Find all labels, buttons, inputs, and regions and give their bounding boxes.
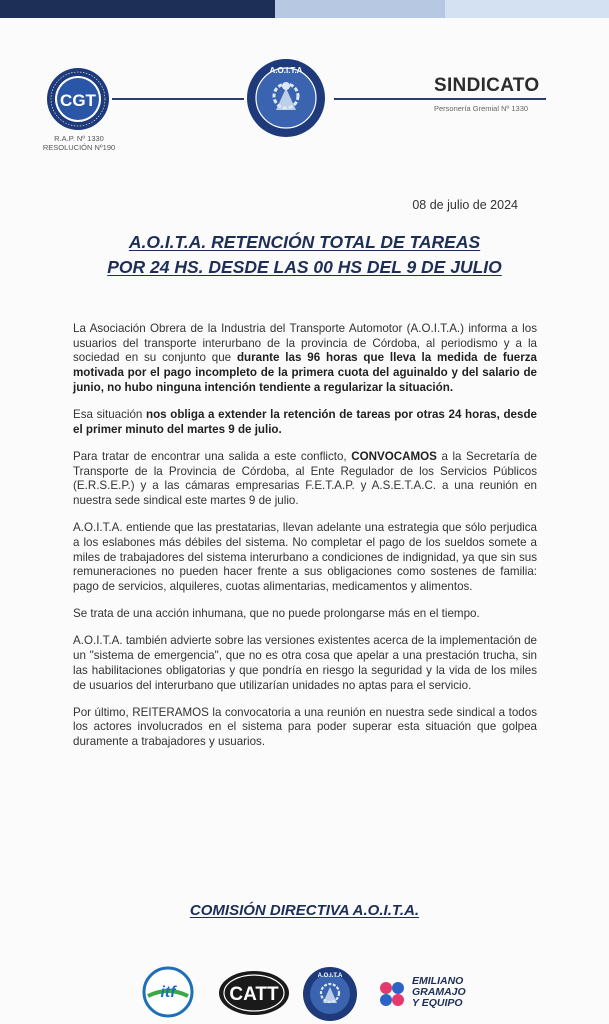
eg-line-1: EMILIANO — [412, 975, 464, 987]
top-color-bar — [0, 0, 609, 18]
cgt-logo-icon — [46, 67, 110, 131]
p2-bold: nos obliga a extender la retención de tareas por otras 24 horas, desde el primer minuto del martes 9 de julio. — [73, 408, 537, 436]
paragraph-1 — [73, 322, 537, 396]
paragraph-5: Se trata de una acción inhumana, que no puede prolongarse más en el tiempo. — [73, 607, 480, 621]
paragraph-7: Por último, REITERAMOS la convocatoria a una reunión en nuestra sede sindical a todos los actores involucrados en el sistema para poder superar esta situación que golpea duramente a trabajadores y usuarios. — [73, 705, 537, 749]
document-date: 08 de julio de 2024 — [412, 198, 518, 212]
svg-text:itf: itf — [160, 984, 176, 1001]
title-line-1: A.O.I.T.A. RETENCIÓN TOTAL DE TAREAS — [128, 232, 481, 252]
sindicato-heading: SINDICATO — [434, 75, 540, 96]
resolucion-number: RESOLUCIÓN Nº190 — [42, 143, 116, 152]
aoita-footer-logo-icon — [302, 966, 358, 1022]
top-bar-navy-segment — [0, 0, 275, 18]
rap-info — [40, 134, 118, 152]
signature — [40, 902, 569, 919]
aoita-logo-icon — [246, 58, 326, 138]
paragraph-3 — [73, 450, 537, 509]
document-body — [73, 322, 537, 762]
eg-line-3: Y EQUIPO — [412, 997, 463, 1009]
personeria-gremial: Personería Gremial Nº 1330 — [434, 104, 529, 113]
svg-text:A.O.I.T.A: A.O.I.T.A — [317, 973, 343, 979]
emiliano-gramajo-text — [412, 976, 466, 1009]
top-bar-pale-segment — [445, 0, 609, 18]
document-title — [40, 230, 569, 280]
itf-logo-icon — [142, 966, 194, 1018]
p2-text: Esa situación — [73, 408, 147, 422]
title-line-2: POR 24 HS. DESDE LAS 00 HS DEL 9 DE JULIO — [107, 257, 502, 277]
p3-text-b: a la Secretaría de Transporte de la Provincia de Córdoba, al Ente Regulador de los Servicios Públicos (E.R.S.E.P.) y a las cámaras empresarias F.E.T.A.P. y A.S.E.T.A.C. a una reunión en nuestra sede sindical este martes 9 de julio. — [73, 449, 537, 508]
p3-text-a: Para tratar de encontrar una salida a este conflicto, — [73, 449, 352, 463]
header-divider-left — [112, 98, 244, 100]
rap-number: R.A.P. Nº 1330 — [54, 134, 104, 143]
svg-text:CATT: CATT — [229, 984, 279, 1005]
svg-text:CGT: CGT — [60, 91, 96, 110]
svg-text:A.O.I.T.A: A.O.I.T.A — [269, 66, 303, 75]
eg-line-2: GRAMAJO — [412, 986, 466, 998]
p1-bold: durante las 96 horas que lleva la medida de fuerza motivada por el pago incompleto de la primera cuota del aguinaldo y del salario de junio, no hubo ninguna intención tendiente a regularizar la situación. — [73, 351, 537, 394]
paragraph-4: A.O.I.T.A. entiende que las prestatarias, llevan adelante una estrategia que sólo perjudica a los eslabones más débiles del sistema. No completar el pago de los sueldos somete a miles de trabajadores del sistema interurbano a condiciones de indignidad, ya que sin sus remuneraciones no pueden hacer frente a sus obligaciones como sostenes de familia: pago de servicios, alquileres, cuotas alimentarias, medicamentos y alimentos. — [73, 521, 537, 594]
p1-text: La Asociación Obrera de la Industria del Transporte Automotor (A.O.I.T.A.) informa a los usuarios del transporte interurbano de la provincia de Córdoba, al periodismo y a la sociedad en su conjunto que — [73, 322, 537, 365]
signature-text: COMISIÓN DIRECTIVA A.O.I.T.A. — [189, 902, 420, 919]
header-divider-right — [334, 98, 546, 100]
paragraph-6: A.O.I.T.A. también advierte sobre las versiones existentes acerca de la implementación de un "sistema de emergencia", que no es otra cosa que apelar a una prestación trucha, sin las habilitaciones obligatorias y que pondría en riesgo la seguridad y la vida de los miles de usuarios del interurbano que utilizarían unidades no aptas para el servicio. — [73, 634, 537, 692]
catt-logo-icon — [218, 970, 290, 1016]
p3-bold: CONVOCAMOS — [351, 449, 437, 463]
paragraph-2 — [73, 408, 537, 437]
top-bar-light-segment — [275, 0, 445, 18]
